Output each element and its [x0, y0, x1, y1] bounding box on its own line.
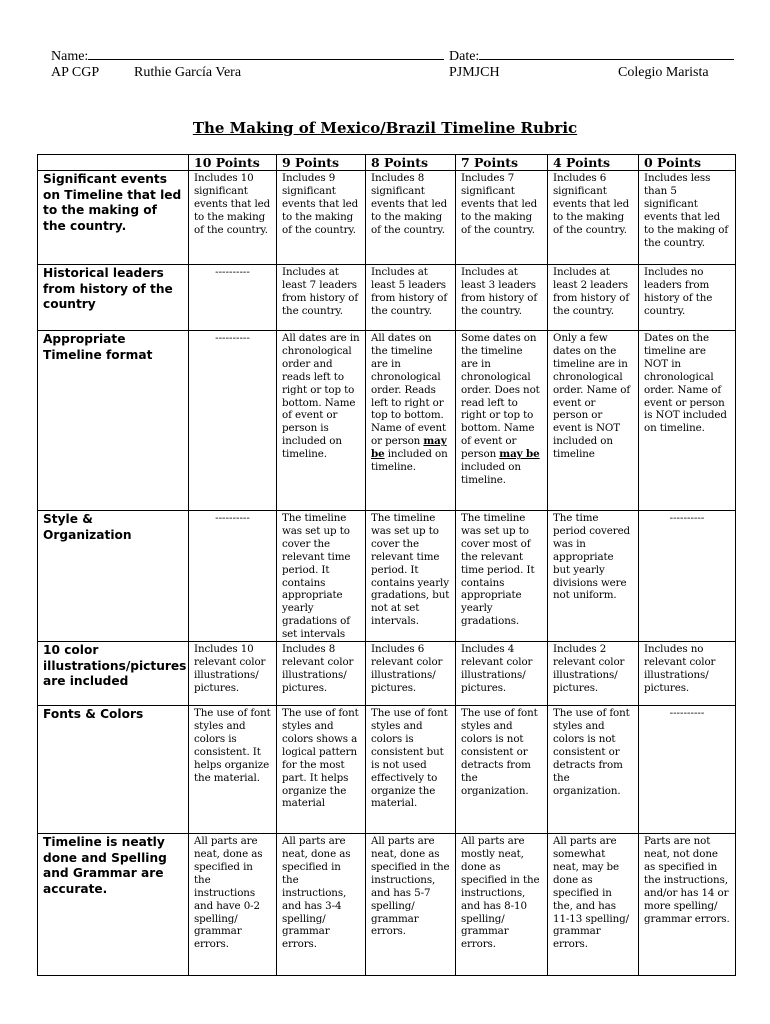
table-row [38, 642, 736, 706]
rubric-cell: Includes at least 7 leaders from history of the country. [277, 265, 366, 331]
column-header: 7 Points [456, 155, 548, 171]
criterion-cell: Significant events on Timeline that led to the making of the country. [38, 171, 189, 265]
rubric-cell: All parts are neat, done as specified in the instructions, and has 3-4 spelling/ grammar errors. [277, 834, 366, 976]
column-header: 10 Points [189, 155, 277, 171]
rubric-cell: Includes at least 2 leaders from history of the country. [548, 265, 639, 331]
name-field[interactable] [51, 47, 444, 65]
rubric-cell: Includes 4 relevant color illustrations/ pictures. [456, 642, 548, 706]
rubric-cell: Includes at least 5 leaders from history of the country. [366, 265, 456, 331]
rubric-cell: Includes at least 3 leaders from history of the country. [456, 265, 548, 331]
table-row [38, 834, 736, 976]
school-name: Colegio Marista [618, 65, 709, 80]
rubric-cell: Includes no relevant color illustrations/ pictures. [639, 642, 736, 706]
rubric-cell: Includes less than 5 significant events that led to the making of the country. [639, 171, 736, 265]
rubric-cell: All parts are mostly neat, done as specified in the instructions, and has 8-10 spelling/ grammar errors. [456, 834, 548, 976]
rubric-cell: Includes 9 significant events that led to the making of the country. [277, 171, 366, 265]
criterion-cell: 10 color illustrations/pictures are included [38, 642, 189, 706]
criterion-cell: Style & Organization [38, 511, 189, 642]
rubric-cell: The time period covered was in appropriate but yearly divisions were not uniform. [548, 511, 639, 642]
rubric-cell: ---------- [639, 706, 736, 834]
date-field[interactable] [449, 47, 734, 65]
column-header: 8 Points [366, 155, 456, 171]
rubric-cell: ---------- [189, 511, 277, 642]
rubric-cell: Dates on the timeline are NOT in chronological order. Name of event or person is NOT included on timeline. [639, 331, 736, 511]
rubric-cell: ---------- [189, 265, 277, 331]
rubric-cell: All dates on the timeline are in chronological order. Reads left to right or top to bottom. Name of event or person may be included on timeline. [366, 331, 456, 511]
rubric-cell: ---------- [189, 331, 277, 511]
date-blank-line[interactable] [479, 47, 734, 60]
column-header [38, 155, 189, 171]
date-label: Date: [449, 49, 480, 64]
rubric-cell: Includes 10 relevant color illustrations/ pictures. [189, 642, 277, 706]
rubric-cell: All parts are neat, done as specified in the instructions, and has 5-7 spelling/ grammar errors. [366, 834, 456, 976]
rubric-cell: Includes 2 relevant color illustrations/ pictures. [548, 642, 639, 706]
rubric-cell: Parts are not neat, not done as specified in the instructions, and/or has 14 or more spelling/ grammar errors. [639, 834, 736, 976]
rubric-cell: The use of font styles and colors is consistent but is not used effectively to organize the material. [366, 706, 456, 834]
table-row [38, 511, 736, 642]
table-row [38, 171, 736, 265]
name-label: Name: [51, 49, 89, 64]
emphasis-text: may be [371, 435, 447, 461]
rubric-cell: The use of font styles and colors is not consistent or detracts from the organization. [548, 706, 639, 834]
header-row [38, 155, 736, 171]
column-header: 0 Points [639, 155, 736, 171]
rubric-cell: Includes 10 significant events that led to the making of the country. [189, 171, 277, 265]
rubric-cell: ---------- [639, 511, 736, 642]
rubric-cell: Some dates on the timeline are in chronological order. Does not read left to right or top to bottom. Name of event or person may be included on timeline. [456, 331, 548, 511]
rubric-cell: Includes 8 relevant color illustrations/ pictures. [277, 642, 366, 706]
course-name: AP CGP [51, 65, 100, 80]
rubric-cell: The timeline was set up to cover the relevant time period. It contains appropriate yearly gradations of set intervals [277, 511, 366, 642]
rubric-cell: The timeline was set up to cover the relevant time period. It contains yearly gradations, but not at set intervals. [366, 511, 456, 642]
rubric-cell: All parts are neat, done as specified in the instructions and have 0-2 spelling/ grammar errors. [189, 834, 277, 976]
name-blank-line[interactable] [88, 47, 444, 60]
rubric-cell: Includes 7 significant events that led to the making of the country. [456, 171, 548, 265]
rubric-cell: All parts are somewhat neat, may be done as specified in the, and has 11-13 spelling/ grammar errors. [548, 834, 639, 976]
criterion-cell: Appropriate Timeline format [38, 331, 189, 511]
class-code: PJMJCH [449, 65, 500, 80]
rubric-cell: Includes 8 significant events that led to the making of the country. [366, 171, 456, 265]
table-row [38, 706, 736, 834]
rubric-cell: The use of font styles and colors is consistent. It helps organize the material. [189, 706, 277, 834]
rubric-cell: The timeline was set up to cover most of the relevant time period. It contains appropriate yearly gradations. [456, 511, 548, 642]
page-title: The Making of Mexico/Brazil Timeline Rubric [192, 119, 578, 137]
rubric-cell: Only a few dates on the timeline are in chronological order. Name of event or person or event is NOT included on timeline [548, 331, 639, 511]
criterion-cell: Fonts & Colors [38, 706, 189, 834]
criterion-cell: Historical leaders from history of the country [38, 265, 189, 331]
rubric-cell: All dates are in chronological order and reads left to right or top to bottom. Name of event or person is included on timeline. [277, 331, 366, 511]
column-header: 4 Points [548, 155, 639, 171]
rubric-cell: The use of font styles and colors is not consistent or detracts from the organization. [456, 706, 548, 834]
rubric-cell: Includes 6 relevant color illustrations/ pictures. [366, 642, 456, 706]
rubric-table [37, 154, 736, 976]
teacher-name: Ruthie García Vera [134, 65, 242, 80]
table-row [38, 265, 736, 331]
column-header: 9 Points [277, 155, 366, 171]
criterion-cell: Timeline is neatly done and Spelling and Grammar are accurate. [38, 834, 189, 976]
emphasis-text: may be [499, 448, 540, 461]
rubric-cell: Includes no leaders from history of the country. [639, 265, 736, 331]
rubric-cell: Includes 6 significant events that led to the making of the country. [548, 171, 639, 265]
rubric-cell: The use of font styles and colors shows a logical pattern for the most part. It helps organize the material [277, 706, 366, 834]
table-row [38, 331, 736, 511]
